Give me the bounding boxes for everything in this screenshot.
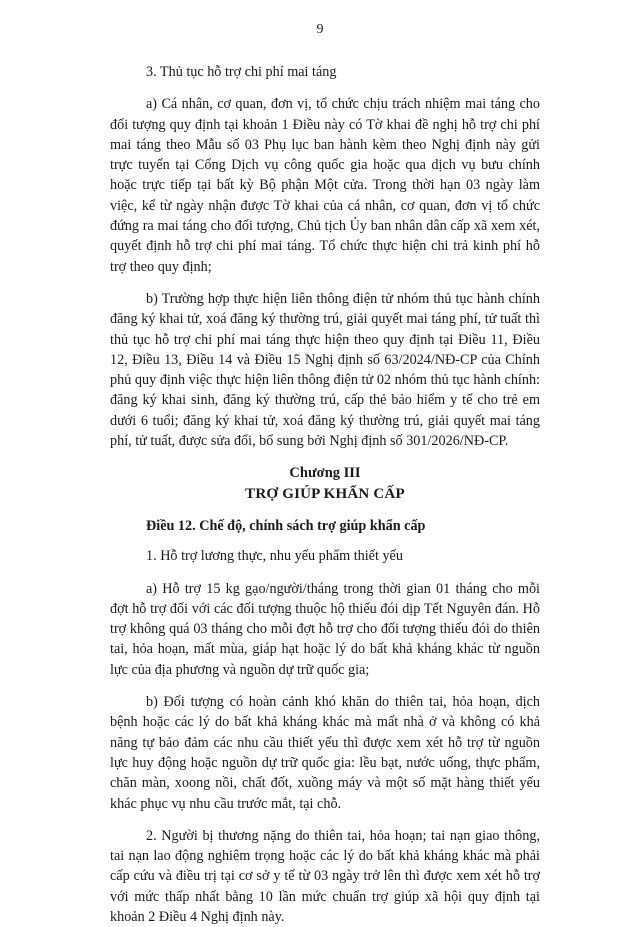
article-12-heading: Điều 12. Chế độ, chính sách trợ giúp khẩn cấp xyxy=(146,517,426,534)
page-number: 9 xyxy=(316,22,324,37)
item-1-point-b: b) Đối tượng có hoàn cảnh khó khăn do thiên tai, hỏa hoạn, dịch bệnh hoặc các lý do bất khả kháng khác mà mất nhà ở và không có khả năng tự bảo đảm các nhu cầu thiết yếu thì được xem xét hỗ trợ từ nguồn lực huy động hoặc nguồn dự trữ quốc gia: lều bạt, nước uống, thực phẩm, chăn màn, xoong nồi, chất đốt, xuồng máy và một số mặt hàng thiết yếu khác phục vụ nhu cầu trước mắt, tại chỗ. xyxy=(110,694,540,812)
section-3-point-b: b) Trường hợp thực hiện liên thông điện tử nhóm thủ tục hành chính đăng ký khai tử, xoá đăng ký thường trú, giải quyết mai táng phí, tử tuất thì thủ tục hỗ trợ chi phí mai táng thực hiện theo quy định tại Điều 11, Điều 12, Điều 13, Điều 14 và Điều 15 Nghị định số 63/2024/NĐ-CP của Chính phủ quy định việc thực hiện liên thông điện tử 02 nhóm thủ tục hành chính: đăng ký khai sinh, đăng ký thường trú, cấp thẻ bảo hiểm y tế cho trẻ em dưới 6 tuổi; đăng ký khai tử, xoá đăng ký thường trú, giải quyết mai táng phí, tử tuất, được sửa đổi, bổ sung bởi Nghị định số 301/2026/NĐ-CP. xyxy=(110,290,540,450)
chapter-label: Chương III xyxy=(289,465,361,482)
item-1-point-a: a) Hỗ trợ 15 kg gạo/người/tháng trong thời gian 01 tháng cho mỗi đợt hỗ trợ đối với các đối tượng thuộc hộ thiếu đói dịp Tết Nguyên đán. Hỗ trợ không quá 03 tháng cho mỗi đợt hỗ trợ cho đối tượng thiếu đói do thiên tai, hỏa hoạn, mất mùa, giáp hạt hoặc lý do bất khả kháng khác từ nguồn lực của địa phương và nguồn dự trữ quốc gia; xyxy=(110,580,540,678)
item-2: 2. Người bị thương nặng do thiên tai, hỏa hoạn; tai nạn giao thông, tai nạn lao động nghiêm trọng hoặc các lý do bất khả kháng khác mà phải cấp cứu và điều trị tại cơ sở y tế từ 03 ngày trở lên thì được xem xét hỗ trợ với mức thấp nhất bằng 10 lần mức chuẩn trợ giúp xã hội quy định tại khoản 2 Điều 4 Nghị định này. xyxy=(110,827,540,925)
chapter-title: TRỢ GIÚP KHẨN CẤP xyxy=(245,485,405,502)
section-3-point-a: a) Cá nhân, cơ quan, đơn vị, tổ chức chịu trách nhiệm mai táng cho đối tượng quy định tại khoản 1 Điều này có Tờ khai đề nghị hỗ trợ chi phí mai táng theo Mẫu số 03 Phụ lục ban hành kèm theo Nghị định này gửi trực tuyến tại Cổng Dịch vụ công quốc gia hoặc qua dịch vụ bưu chính hoặc trực tiếp tại bất kỳ Bộ phận Một cửa. Trong thời hạn 03 ngày làm việc, kể từ ngày nhận được Tờ khai của cá nhân, cơ quan, đơn vị tổ chức đứng ra mai táng cho đối tượng, Chủ tịch Ủy ban nhân dân cấp xã xem xét, quyết định hỗ trợ chi phí mai táng. Tổ chức thực hiện chi trả kinh phí hỗ trợ theo quy định; xyxy=(110,96,540,275)
document-body xyxy=(110,62,540,927)
item-1-heading: 1. Hỗ trợ lương thực, nhu yếu phẩm thiết yếu xyxy=(146,548,403,565)
section-3-heading: 3. Thủ tục hỗ trợ chi phí mai táng xyxy=(146,64,337,80)
